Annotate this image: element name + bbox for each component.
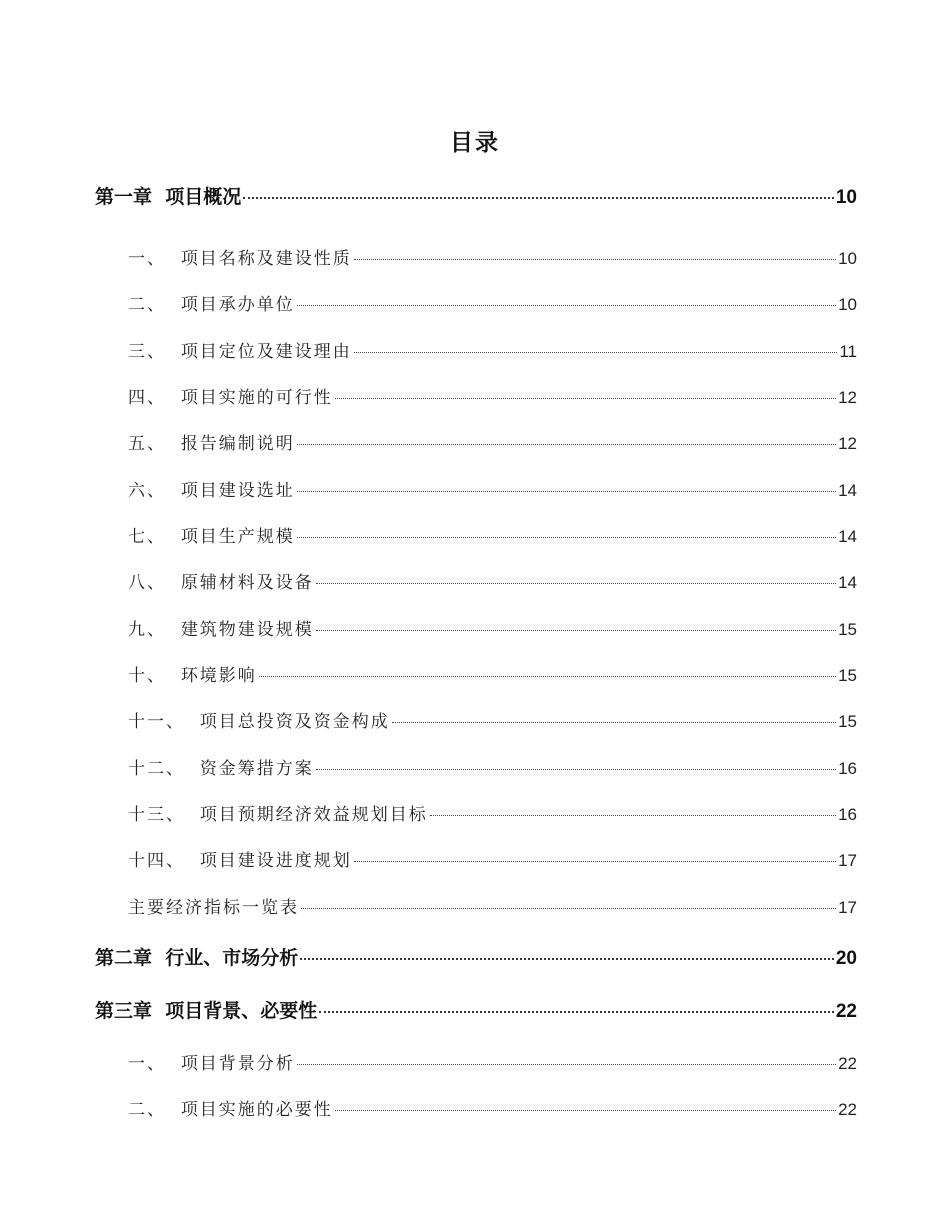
toc-entry-page: 16 (838, 759, 857, 778)
toc-entry-chapter-3[interactable] (95, 996, 857, 1023)
toc-entry-page: 20 (835, 948, 857, 969)
toc-entry-title: 项目建设进度规划 (199, 851, 352, 871)
toc-entry-page: 22 (835, 1001, 857, 1022)
toc-entry-title: 建筑物建设规模 (180, 620, 314, 640)
toc-entry-page: 22 (838, 1100, 857, 1119)
toc-entry-number: 二、 (128, 295, 181, 315)
toc-entry-page: 10 (838, 249, 857, 268)
toc-entry-number: 八、 (128, 573, 181, 593)
toc-entry-page: 12 (838, 434, 857, 453)
toc-entry-section[interactable] (128, 244, 857, 269)
toc-entry-title: 项目实施的可行性 (180, 388, 333, 408)
toc-entry-number: 十、 (128, 666, 181, 686)
toc-entry-title: 项目名称及建设性质 (180, 249, 352, 269)
dot-leader (297, 1064, 836, 1065)
toc-entry-page: 15 (838, 666, 857, 685)
toc-entry-page: 17 (838, 898, 857, 917)
toc-entry-section[interactable] (128, 707, 857, 732)
toc-entry-page: 17 (838, 851, 857, 870)
toc-entry-page: 14 (838, 573, 857, 592)
toc-entry-title: 项目生产规模 (180, 527, 295, 547)
toc-entry-section[interactable] (128, 1095, 857, 1120)
toc-entry-title: 项目定位及建设理由 (180, 342, 352, 362)
toc-entry-section[interactable] (128, 522, 857, 547)
toc-entry-number: 一、 (128, 1054, 181, 1074)
dot-leader (297, 537, 836, 538)
toc-entry-number: 九、 (128, 620, 181, 640)
dot-leader (335, 398, 836, 399)
toc-entry-page: 10 (835, 187, 857, 208)
toc-entry-page: 11 (839, 342, 857, 361)
toc-entry-section[interactable] (128, 893, 857, 918)
toc-entry-title: 项目概况 (165, 186, 242, 208)
toc-entry-page: 14 (838, 527, 857, 546)
toc-entry-title: 报告编制说明 (180, 434, 295, 454)
toc-entry-page: 22 (838, 1054, 857, 1073)
toc-entry-number: 十三、 (128, 805, 200, 825)
toc-entry-title: 项目总投资及资金构成 (199, 712, 390, 732)
toc-entry-section[interactable] (128, 615, 857, 640)
toc-entry-title: 项目承办单位 (180, 295, 295, 315)
toc-entry-page: 14 (838, 481, 857, 500)
toc-entry-section[interactable] (128, 476, 857, 501)
toc-entry-page: 15 (838, 712, 857, 731)
toc-entry-number: 五、 (128, 434, 181, 454)
dot-leader (243, 197, 834, 199)
toc-entry-section[interactable] (128, 337, 857, 362)
toc-entry-title: 项目实施的必要性 (180, 1100, 333, 1120)
dot-leader (316, 583, 836, 584)
toc-entry-title: 项目建设选址 (180, 481, 295, 501)
toc-entry-number: 第二章 (95, 947, 166, 969)
toc-entry-title: 原辅材料及设备 (180, 573, 314, 593)
toc-entry-number: 二、 (128, 1100, 181, 1120)
toc-entry-section[interactable] (128, 800, 857, 825)
toc-entry-number: 六、 (128, 481, 181, 501)
toc-entry-number: 十二、 (128, 759, 200, 779)
toc-entry-title: 主要经济指标一览表 (128, 898, 299, 918)
toc-entry-section[interactable] (128, 754, 857, 779)
dot-leader (297, 491, 836, 492)
toc-entry-number: 十一、 (128, 712, 200, 732)
toc-entry-number: 第三章 (95, 1000, 166, 1022)
dot-leader (297, 305, 836, 306)
toc-title: 目录 (450, 130, 500, 156)
toc-entry-section[interactable] (128, 383, 857, 408)
toc-entry-number: 七、 (128, 527, 181, 547)
toc-entry-title: 环境影响 (180, 666, 257, 686)
dot-leader (335, 1110, 836, 1111)
toc-entry-chapter-1[interactable] (95, 182, 857, 209)
toc-entry-section[interactable] (128, 429, 857, 454)
toc-entry-page: 10 (838, 295, 857, 314)
dot-leader (300, 958, 834, 960)
toc-entry-title: 项目背景分析 (180, 1054, 295, 1074)
toc-entry-number: 三、 (128, 342, 181, 362)
toc-entry-number: 第一章 (95, 186, 166, 208)
toc-entry-section[interactable] (128, 290, 857, 315)
toc-entry-page: 15 (838, 620, 857, 639)
dot-leader (259, 676, 836, 677)
toc-entry-section[interactable] (128, 1049, 857, 1074)
dot-leader (354, 861, 836, 862)
dot-leader (354, 259, 836, 260)
toc-entry-number: 十四、 (128, 851, 200, 871)
toc-entry-chapter-2[interactable] (95, 943, 857, 970)
toc-entry-section[interactable] (128, 568, 857, 593)
dot-leader (319, 1011, 834, 1013)
dot-leader (297, 444, 836, 445)
toc-entry-section[interactable] (128, 661, 857, 686)
toc-entry-page: 16 (838, 805, 857, 824)
dot-leader (316, 630, 836, 631)
dot-leader (316, 769, 836, 770)
dot-leader (430, 815, 836, 816)
toc-entry-number: 一、 (128, 249, 181, 269)
toc-entry-title: 项目背景、必要性 (165, 1000, 318, 1022)
dot-leader (301, 908, 836, 909)
toc-entry-number: 四、 (128, 388, 181, 408)
toc-entry-title: 资金筹措方案 (199, 759, 314, 779)
toc-entry-title: 行业、市场分析 (165, 947, 299, 969)
dot-leader (354, 352, 838, 353)
toc-entry-section[interactable] (128, 846, 857, 871)
toc-entry-title: 项目预期经济效益规划目标 (199, 805, 428, 825)
toc-entry-page: 12 (838, 388, 857, 407)
dot-leader (392, 722, 836, 723)
